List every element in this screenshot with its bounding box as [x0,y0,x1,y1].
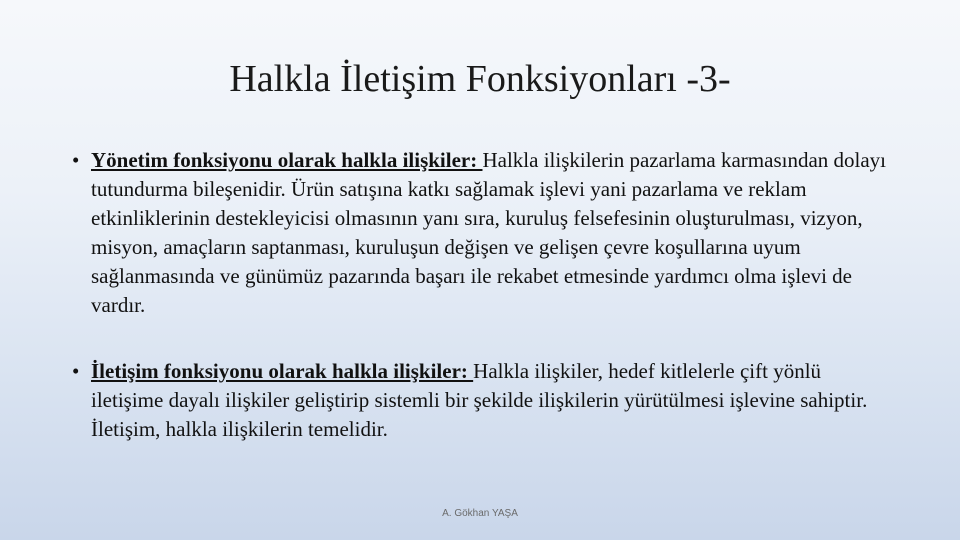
bullet-item [72,146,892,320]
bullet-list [72,146,892,444]
footer-author: A. Gökhan YAŞA [442,508,518,519]
bullet-lead: Yönetim fonksiyonu olarak halkla ilişkiler: [91,148,483,172]
bullet-item [72,357,892,444]
bullet-text: Halkla ilişkiler, hedef kitlelerle çift yönlü iletişime dayalı ilişkiler geliştirip sistemli bir şekilde ilişkilerin yürütülmesi işlevine sahiptir. İletişim, halkla ilişkilerin temelidir. [91,359,868,441]
bullet-text: Halkla ilişkilerin pazarlama karmasından dolayı tutundurma bileşenidir. Ürün satışına katkı sağlamak işlevi yani pazarlama ve reklam etkinliklerinin destekleyicisi olmasının yanı sıra, kuruluş felsefesinin oluşturulması, vizyon, misyon, amaçların saptanması, kuruluşun değişen ve gelişen çevre koşullarına uyum sağlanmasında ve günümüz pazarında başarı ile rekabet etmesinde yardımcı olma işlevi de vardır. [91,148,887,317]
slide-title: Halkla İletişim Fonksiyonları -3- [229,58,731,100]
bullet-lead: İletişim fonksiyonu olarak halkla ilişkiler: [91,359,474,383]
